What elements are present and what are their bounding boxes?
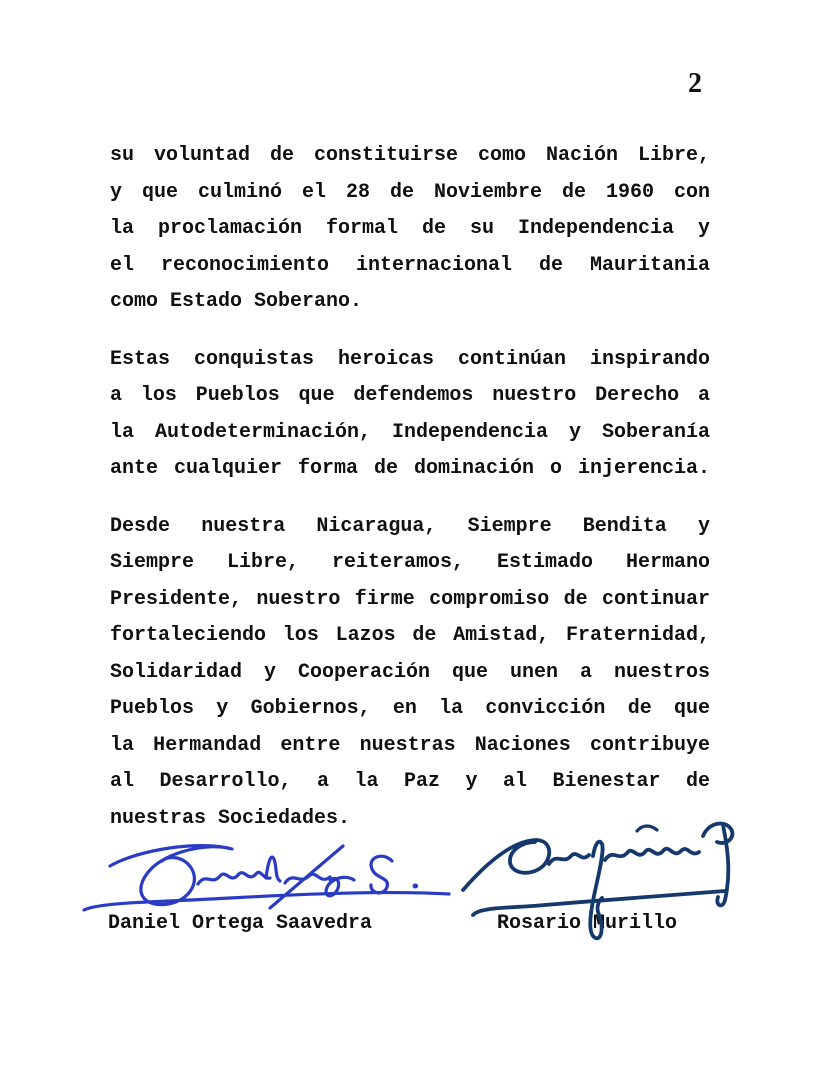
text-line: fortaleciendo los Lazos de Amistad, Fraternidad, [110,624,710,647]
paragraph [110,509,710,838]
paragraph [110,342,710,488]
text-line: a los Pueblos que defendemos nuestro Derecho a [110,384,710,407]
text-line: su voluntad de constituirse como Nación Libre, [110,144,710,167]
text-line: la Hermandad entre nuestras Naciones contribuye [110,733,710,757]
text-line: Solidaridad y Cooperación que unen a nuestros [110,660,710,684]
page-number: 2 [688,68,702,99]
text-line: como Estado Soberano. [110,290,363,313]
text-line: la Autodeterminación, Independencia y Soberanía [110,420,710,444]
text-line: el reconocimiento internacional de Mauritania [110,253,710,277]
signer-name-daniel-ortega: Daniel Ortega Saavedra [108,912,373,935]
signer-name-rosario-murillo: Rosario Murillo [497,912,678,935]
text-line: Siempre Libre, reiteramos, Estimado Hermano [110,551,710,574]
text-line: Desde nuestra Nicaragua, Siempre Bendita y [110,514,710,538]
text-line: nuestras Sociedades. [110,806,351,830]
text-line: Pueblos y Gobiernos, en la convicción de que [110,697,710,720]
text-line: al Desarrollo, a la Paz y al Bienestar de [110,770,710,793]
text-line: la proclamación formal de su Independencia y [110,217,710,240]
paragraph [110,138,710,321]
text-line: Estas conquistas heroicas continúan inspirando [110,347,710,371]
text-line: Presidente, nuestro firme compromiso de continuar [110,587,710,611]
body-text [110,138,710,858]
text-line: y que culminó el 28 de Noviembre de 1960 con [110,180,710,204]
text-line: ante cualquier forma de dominación o injerencia. [110,457,710,480]
